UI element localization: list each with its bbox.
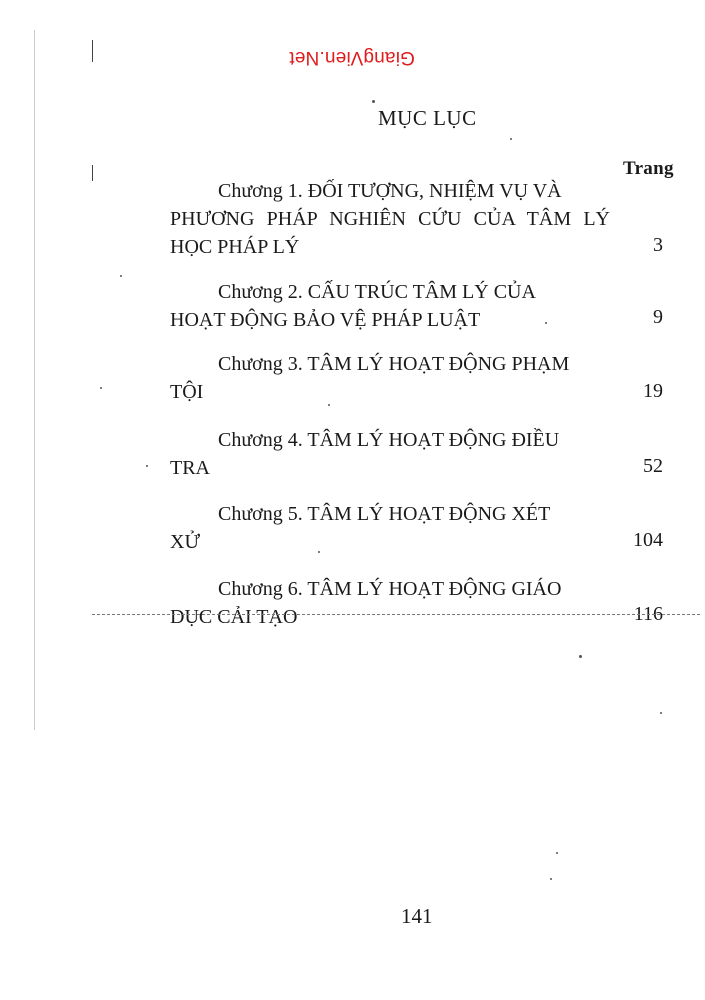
toc-entry-line: HOẠT ĐỘNG BẢO VỆ PHÁP LUẬT xyxy=(170,309,481,331)
scan-speck xyxy=(660,712,662,714)
scan-dashed-line xyxy=(92,614,700,615)
toc-page-number: 3 xyxy=(653,234,663,256)
scan-speck xyxy=(550,878,552,880)
toc-entry-chapter-3 xyxy=(170,350,610,406)
toc-entry-line: Chương 2. CẤU TRÚC TÂM LÝ CỦA xyxy=(218,281,536,303)
toc-entry-line: Chương 3. TÂM LÝ HOẠT ĐỘNG PHẠM xyxy=(218,353,570,375)
scan-speck xyxy=(100,387,102,389)
toc-entry-line: TỘI xyxy=(170,381,204,403)
toc-entry-line: PHƯƠNG PHÁP NGHIÊN CỨU CỦA TÂM LÝ xyxy=(170,208,610,230)
toc-page-number: 52 xyxy=(643,455,663,477)
toc-entry-chapter-1 xyxy=(170,177,610,261)
toc-entry-line: Chương 5. TÂM LÝ HOẠT ĐỘNG XÉT xyxy=(218,503,551,525)
toc-page-number: 104 xyxy=(633,529,663,551)
page-number: 141 xyxy=(401,904,433,928)
scan-speck xyxy=(510,138,512,140)
toc-title: MỤC LỤC xyxy=(378,106,477,130)
toc-entry-line: Chương 1. ĐỐI TƯỢNG, NHIỆM VỤ VÀ xyxy=(218,180,562,202)
toc-entry-line: DỤC CẢI TẠO xyxy=(170,606,298,628)
toc-entry-line: HỌC PHÁP LÝ xyxy=(170,236,300,258)
scan-speck xyxy=(556,852,558,854)
toc-entry-chapter-6 xyxy=(170,575,610,631)
scan-speck xyxy=(146,465,148,467)
watermark-text: GiangVien.Net xyxy=(289,47,415,68)
scan-edge-mark xyxy=(92,40,93,62)
scan-speck xyxy=(372,100,375,103)
toc-page-number: 116 xyxy=(633,603,663,625)
toc-entry-line: TRA xyxy=(170,457,210,479)
toc-entry-chapter-4 xyxy=(170,426,610,482)
toc-entry-chapter-2 xyxy=(170,278,610,334)
toc-entry-line: XỬ xyxy=(170,531,200,553)
scan-edge-mark xyxy=(92,165,93,181)
toc-entry-chapter-5 xyxy=(170,500,610,556)
scan-speck xyxy=(579,655,582,658)
toc-page-number: 19 xyxy=(643,380,663,402)
toc-page-number: 9 xyxy=(653,306,663,328)
page-column-label: Trang xyxy=(623,158,674,179)
scan-speck xyxy=(120,275,122,277)
toc-entry-line: Chương 6. TÂM LÝ HOẠT ĐỘNG GIÁO xyxy=(218,578,562,600)
scan-edge-mark xyxy=(34,30,35,730)
toc-entry-line: Chương 4. TÂM LÝ HOẠT ĐỘNG ĐIỀU xyxy=(218,429,560,451)
